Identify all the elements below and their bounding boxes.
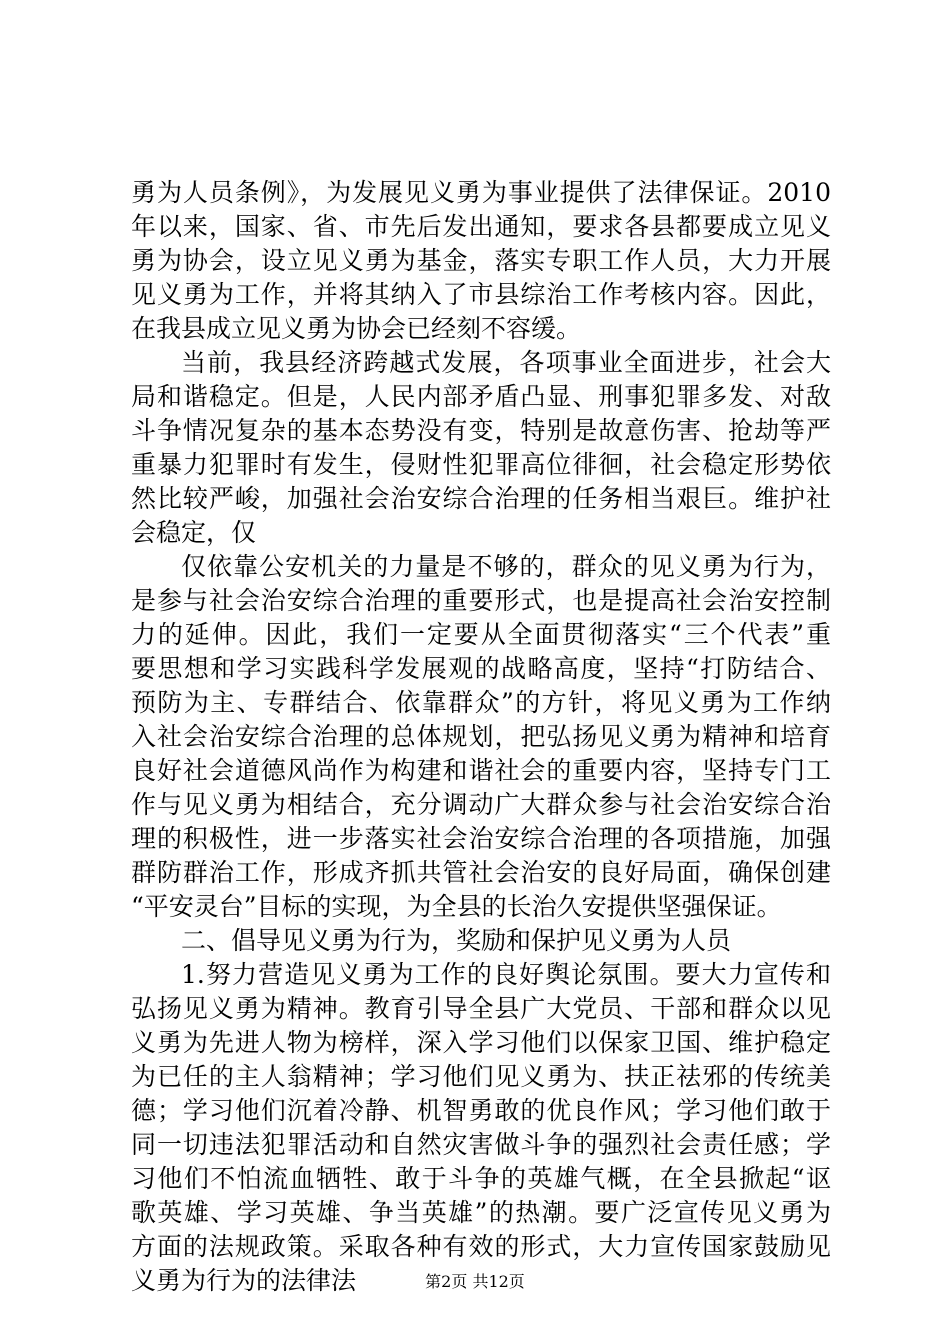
text-line: 习他们不怕流血牺牲、敢于斗争的英雄气概，在全县掀起“讴 (131, 1164, 831, 1193)
text-line: 群防群治工作，形成齐抓共管社会治安的良好局面，确保创建 (131, 858, 831, 887)
text-line: 预防为主、专群结合、依靠群众”的方针，将见义勇为工作纳 (131, 688, 831, 717)
text-line: 斗争情况复杂的基本态势没有变，特别是故意伤害、抢劫等严 (131, 416, 831, 445)
text-line: 重暴力犯罪时有发生，侵财性犯罪高位徘徊，社会稳定形势依 (131, 450, 831, 479)
text-line: 义勇为行为的法律法 (131, 1266, 357, 1295)
text-line: 在我县成立见义勇为协会已经刻不容缓。 (131, 314, 582, 343)
text-line: 歌英雄、学习英雄、争当英雄”的热潮。要广泛宣传见义勇为 (131, 1198, 831, 1227)
text-line: 同一切违法犯罪活动和自然灾害做斗争的强烈社会责任感；学 (131, 1130, 831, 1159)
text-line: 义勇为先进人物为榜样，深入学习他们以保家卫国、维护稳定 (131, 1028, 831, 1057)
text-line: 力的延伸。因此，我们一定要从全面贯彻落实“三个代表”重 (131, 620, 831, 649)
text-line: 良好社会道德风尚作为构建和谐社会的重要内容，坚持专门工 (131, 756, 831, 785)
text-line: 为已任的主人翁精神；学习他们见义勇为、扶正祛邪的传统美 (131, 1062, 831, 1091)
text-line: “平安灵台”目标的实现，为全县的长治久安提供坚强保证。 (131, 892, 782, 921)
text-line: 见义勇为工作，并将其纳入了市县综治工作考核内容。因此， (131, 280, 831, 309)
text-line: 勇为人员条例》，为发展见义勇为事业提供了法律保证。2010 (131, 178, 831, 207)
text-line: 要思想和学习实践科学发展观的战略高度，坚持“打防结合、 (131, 654, 831, 683)
text-line: 局和谐稳定。但是，人民内部矛盾凸显、刑事犯罪多发、对敌 (131, 382, 831, 411)
section-heading: 二、倡导见义勇为行为，奖励和保护见义勇为人员 (181, 926, 732, 955)
text-line: 作与见义勇为相结合，充分调动广大群众参与社会治安综合治 (131, 790, 831, 819)
document-body (131, 176, 831, 1298)
text-line: 年以来，国家、省、市先后发出通知，要求各县都要成立见义 (131, 212, 831, 241)
paragraph-start-line: 仅依靠公安机关的力量是不够的，群众的见义勇为行为， (181, 552, 831, 581)
paragraph-start-line: 1.努力营造见义勇为工作的良好舆论氛围。要大力宣传和 (181, 960, 831, 989)
text-line: 弘扬见义勇为精神。教育引导全县广大党员、干部和群众以见 (131, 994, 831, 1023)
page-number-footer: 第2页 共12页 (425, 1272, 525, 1291)
text-line: 是参与社会治安综合治理的重要形式，也是提高社会治安控制 (131, 586, 831, 615)
paragraph-start-line: 当前，我县经济跨越式发展，各项事业全面进步，社会大 (181, 348, 831, 377)
text-line: 入社会治安综合治理的总体规划，把弘扬见义勇为精神和培育 (131, 722, 831, 751)
text-line: 理的积极性，进一步落实社会治安综合治理的各项措施，加强 (131, 824, 831, 853)
text-line: 德；学习他们沉着冷静、机智勇敢的优良作风；学习他们敢于 (131, 1096, 831, 1125)
text-line: 方面的法规政策。采取各种有效的形式，大力宣传国家鼓励见 (131, 1232, 831, 1261)
text-line: 然比较严峻，加强社会治安综合治理的任务相当艰巨。维护社 (131, 484, 831, 513)
text-line: 会稳定，仅 (131, 518, 257, 547)
text-line: 勇为协会，设立见义勇为基金，落实专职工作人员，大力开展 (131, 246, 831, 275)
